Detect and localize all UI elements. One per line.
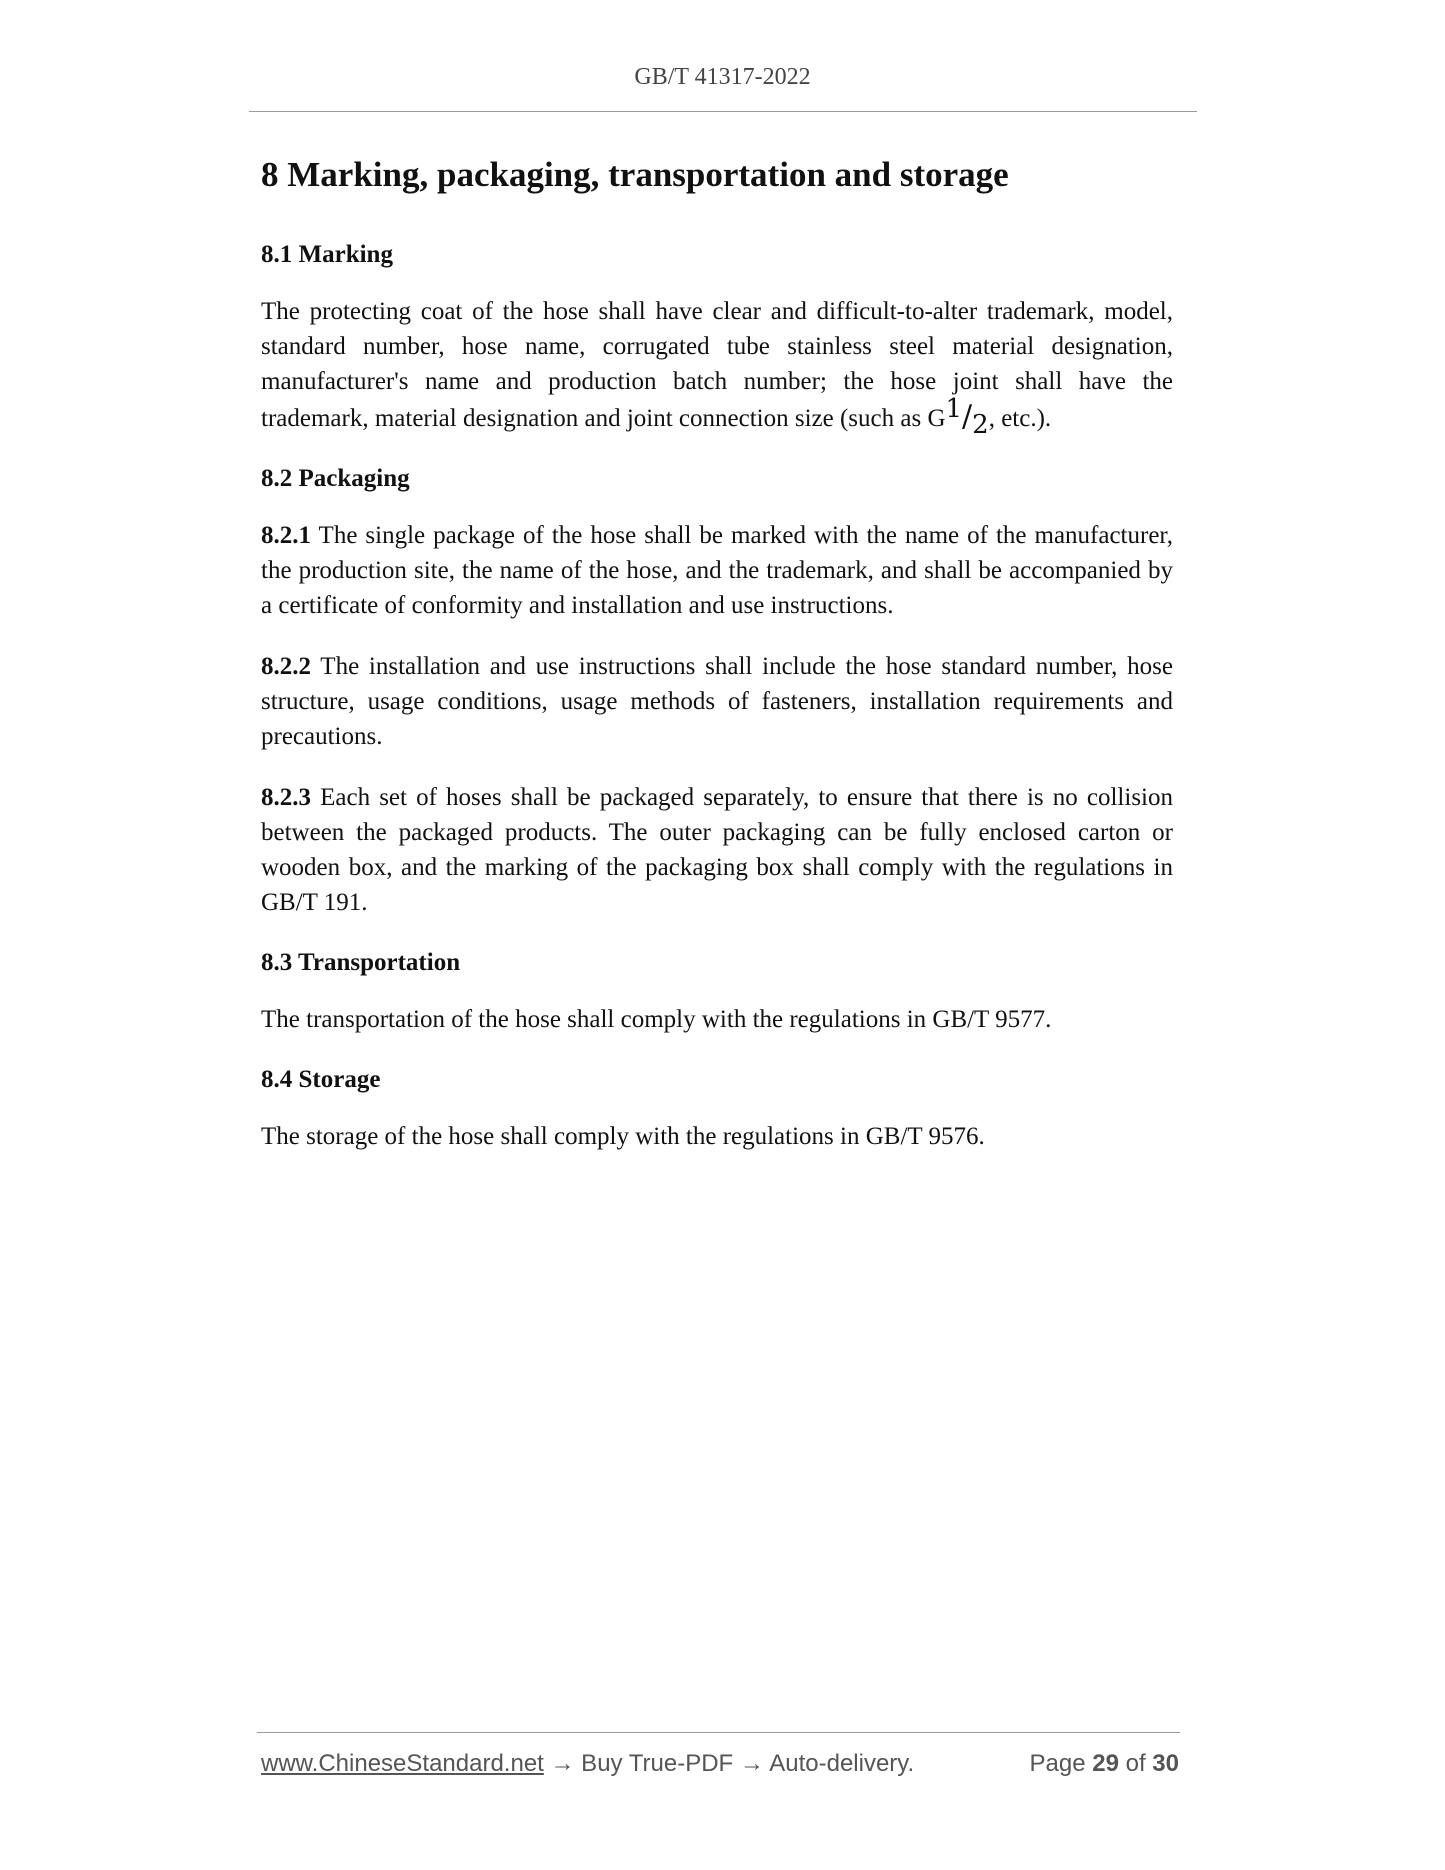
header-standard-code: GB/T 41317-2022 [634,64,811,90]
section-title-storage: 8.4 Storage [261,1066,381,1093]
footer-promo-text: → Buy True-PDF → Auto-delivery. [543,1750,915,1777]
clause-8-2-3 [261,780,1173,920]
section-title-packaging: 8.2 Packaging [261,465,410,492]
page-number [1030,1750,1179,1778]
footer-divider [257,1732,1180,1733]
total-page-number: 30 [1152,1750,1179,1777]
clause-8-2-1 [261,518,1173,623]
clause-number: 8.2.2 [261,653,311,680]
fraction-slash: / [962,399,973,434]
clause-8-2-2 [261,649,1173,754]
fraction-one-half [945,394,989,440]
marking-text-tail: , etc.). [988,405,1052,432]
section-title-marking: 8.1 Marking [261,241,393,268]
page-label: Page [1029,1750,1093,1777]
fraction-denominator: 2 [972,410,989,440]
clause-text: The installation and use instructions shall include the hose standard number, hose structure, usage conditions, usage methods of fasteners, installation requirements and precautions. [261,653,1173,750]
clause-number: 8.2.3 [261,784,311,811]
footer-promo [261,1750,914,1778]
chapter-title: 8 Marking, packaging, transportation and storage [261,155,1009,194]
clause-text: The single package of the hose shall be marked with the name of the manufacturer, the production site, the name of the hose, and the trademark, and shall be accompanied by a certificate of conformity and installation and use instructions. [261,522,1173,619]
page-footer [261,1750,1179,1784]
marking-text: The protecting coat of the hose shall have clear and difficult-to-alter trademark, model, standard number, hose name, corrugated tube stainless steel material designation, manufacturer's name and production batch number; the hose joint shall have the trademark, material designation and joint connection size (such as G [261,298,1173,432]
header-divider [249,111,1197,112]
document-body [261,150,1173,1180]
fraction-numerator: 1 [945,394,963,424]
clause-text: Each set of hoses shall be packaged separately, to ensure that there is no collision between the packaged products. The outer packaging can be fully enclosed carton or wooden box, and the marking of the packaging box shall comply with the regulations in GB/T 191. [261,784,1173,916]
storage-paragraph: The storage of the hose shall comply with the regulations in GB/T 9576. [261,1123,985,1150]
marking-paragraph [261,294,1173,440]
clause-number: 8.2.1 [261,522,311,549]
page-of-label: of [1118,1750,1153,1777]
footer-website-link[interactable]: www.ChineseStandard.net [261,1750,544,1777]
transportation-paragraph: The transportation of the hose shall comply with the regulations in GB/T 9577. [261,1006,1052,1033]
section-title-transportation: 8.3 Transportation [261,949,461,976]
current-page-number: 29 [1092,1750,1119,1777]
